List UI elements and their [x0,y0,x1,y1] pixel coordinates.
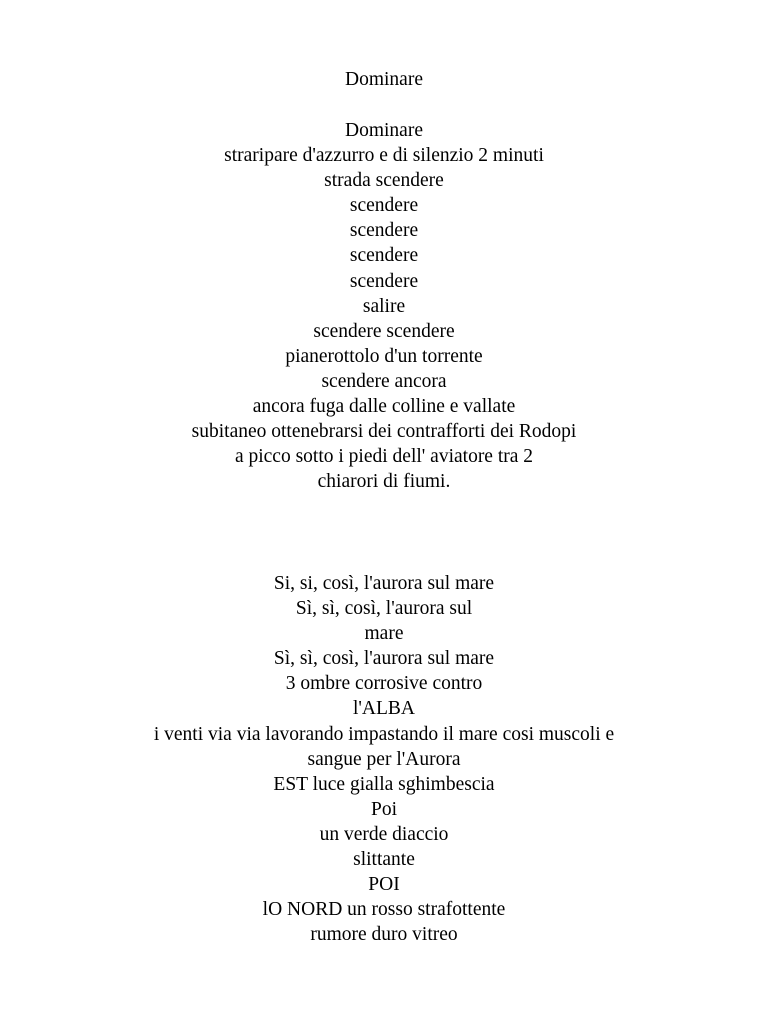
poem-line: scendere scendere [313,320,455,342]
stanza-2 [0,571,768,947]
poem-line: i venti via via lavorando impastando il mare cosi muscoli e [153,723,615,745]
poem-line: pianerottolo d'un torrente [285,345,483,367]
poem-line: lO NORD un rosso strafottente [262,899,506,921]
poem-line: scendere [349,270,419,292]
poem-line: Poi [370,798,397,820]
poem-line: strada scendere [324,170,444,192]
poem-line: straripare d'azzurro e di silenzio 2 minuti [224,145,544,167]
poem-line: un verde diaccio [319,823,449,845]
stanza-1 [0,118,768,494]
poem-line: Dominare [345,120,423,141]
poem-line: a picco sotto i piedi dell' aviatore tra 2 [234,446,534,468]
poem-line: subitaneo ottenebrarsi dei contrafforti dei Rodopi [191,421,577,443]
poem-line: chiarori di fiumi. [317,471,451,493]
poem-line: Si, si, così, l'aurora sul mare [273,573,495,594]
poem-line: Sì, sì, così, l'aurora sul [295,598,473,620]
poem-line: salire [362,295,406,317]
poem-line: sangue per l'Aurora [307,748,461,770]
poem-line: slittante [353,849,415,871]
poem-line: scendere ancora [321,370,447,392]
poem-line: ancora fuga dalle colline e vallate [252,396,516,418]
poem-line: Sì, sì, così, l'aurora sul mare [273,648,495,670]
poem-line: mare [364,623,404,645]
poem-line: rumore duro vitreo [310,924,458,946]
poem-line: POI [368,874,400,896]
poem-line: scendere [349,220,419,242]
poem-line: EST luce gialla sghimbescia [273,773,495,795]
poem-line: scendere [349,245,419,267]
poem-title: Dominare [345,69,423,90]
poem-line: 3 ombre corrosive contro [285,673,483,695]
poem-line: l'ALBA [352,698,415,720]
poem-line: scendere [349,195,419,217]
